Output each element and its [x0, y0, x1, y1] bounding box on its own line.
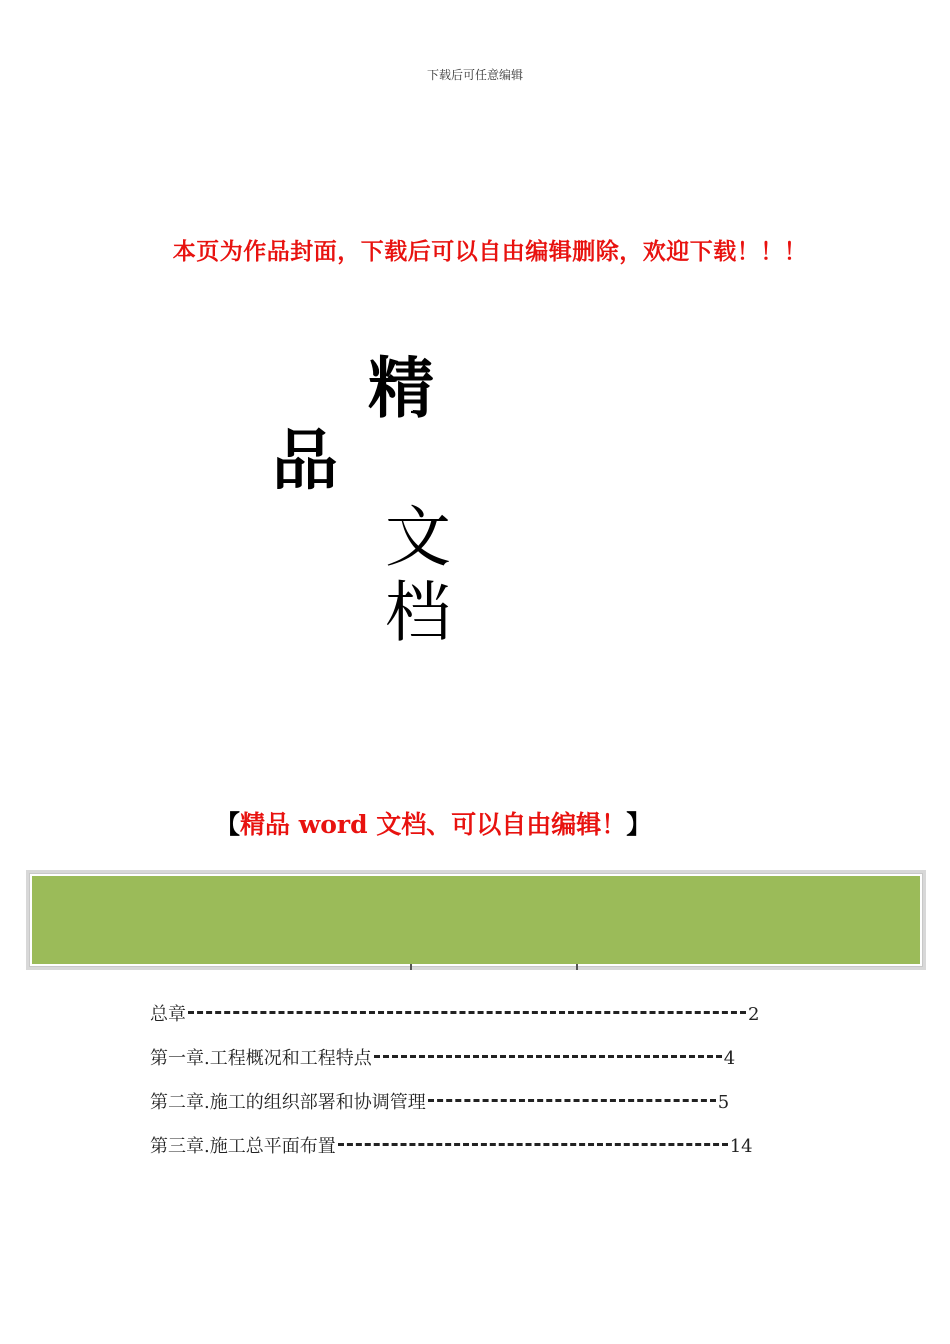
title-char-2: 品 — [272, 422, 338, 499]
toc-row[interactable] — [150, 1044, 800, 1088]
table-of-contents — [150, 1000, 800, 1176]
header-note: 下载后可任意编辑 — [426, 68, 523, 82]
title-char-1: 精 — [368, 350, 434, 427]
toc-row[interactable] — [150, 1088, 800, 1132]
toc-page: 4 — [723, 1048, 736, 1069]
banner-text: 精品 word 文档、可以自由编辑！ — [240, 810, 627, 839]
toc-page: 14 — [729, 1136, 753, 1157]
title-char-3: 文 — [385, 499, 451, 576]
toc-title: 第一章.工程概况和工程特点 — [150, 1048, 372, 1069]
banner-open-bracket: 【 — [215, 810, 241, 839]
toc-leader — [338, 1143, 728, 1146]
toc-leader — [374, 1055, 722, 1058]
banner-close-bracket: 】 — [626, 810, 652, 839]
toc-page: 2 — [748, 1004, 760, 1025]
toc-title: 第三章.施工总平面布置 — [150, 1136, 336, 1157]
toc-title: 总章 — [150, 1004, 186, 1025]
toc-row[interactable] — [150, 1132, 800, 1176]
toc-leader — [188, 1011, 746, 1014]
green-title-box — [30, 874, 922, 966]
residual-text-marks — [408, 964, 588, 972]
toc-row[interactable] — [150, 1000, 800, 1044]
toc-title: 第二章.施工的组织部署和协调管理 — [150, 1092, 426, 1113]
toc-leader — [428, 1099, 716, 1102]
cover-notice: 本页为作品封面，下载后可以自由编辑删除，欢迎下载！！！ — [172, 239, 808, 265]
title-char-4: 档 — [385, 574, 451, 651]
toc-page: 5 — [717, 1092, 730, 1113]
word-banner — [215, 805, 685, 841]
